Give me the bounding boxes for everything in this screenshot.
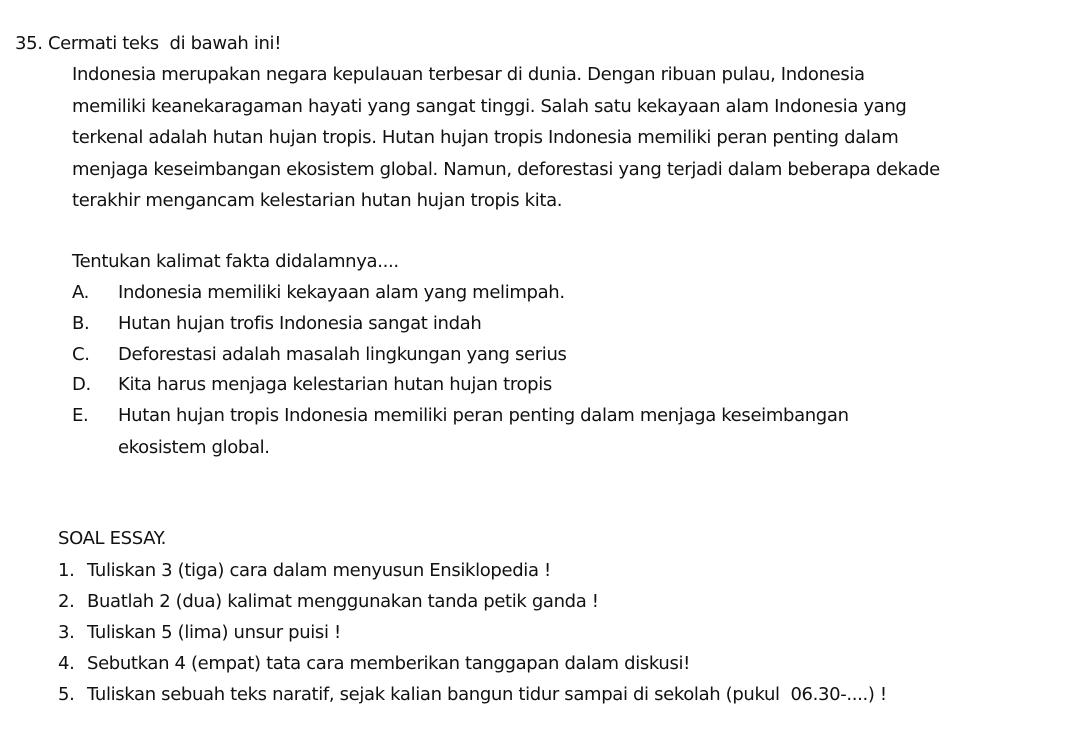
essay-item-text: Tuliskan sebuah teks naratif, sejak kalian bangun tidur sampai di sekolah (pukul 06.30-....) ! (87, 684, 887, 705)
option-letter: B. (72, 313, 90, 334)
essay-item-text: Buatlah 2 (dua) kalimat menggunakan tanda petik ganda ! (87, 591, 599, 612)
passage-line: menjaga keseimbangan ekosistem global. Namun, deforestasi yang terjadi dalam beberapa dekade (72, 159, 940, 180)
essay-item-number: 1. (58, 560, 75, 581)
essay-item-number: 3. (58, 622, 75, 643)
question-number: 35. (15, 33, 43, 54)
question-header (15, 33, 281, 55)
passage-line: memiliki keanekaragaman hayati yang sangat tinggi. Salah satu kekayaan alam Indonesia yang (72, 96, 907, 117)
passage-line: terakhir mengancam kelestarian hutan hujan tropis kita. (72, 190, 563, 211)
essay-item-text: Tuliskan 3 (tiga) cara dalam menyusun Ensiklopedia ! (87, 560, 551, 581)
option-letter: C. (72, 344, 90, 365)
passage-line: Indonesia merupakan negara kepulauan terbesar di dunia. Dengan ribuan pulau, Indonesia (72, 64, 865, 85)
option-text: Hutan hujan trofis Indonesia sangat indah (118, 313, 482, 334)
essay-item-text: Tuliskan 5 (lima) unsur puisi ! (87, 622, 341, 643)
essay-heading: SOAL ESSAY. (58, 528, 167, 549)
essay-item-number: 4. (58, 653, 75, 674)
essay-item-number: 2. (58, 591, 75, 612)
essay-item-number: 5. (58, 684, 75, 705)
option-letter: D. (72, 374, 91, 395)
option-text: Deforestasi adalah masalah lingkungan yang serius (118, 344, 567, 365)
option-text-continued: ekosistem global. (118, 437, 270, 458)
question-instruction: Cermati teks di bawah ini! (47, 33, 282, 54)
passage-line: terkenal adalah hutan hujan tropis. Hutan hujan tropis Indonesia memiliki peran penting dalam (72, 127, 899, 148)
option-letter: E. (72, 405, 89, 426)
option-text: Indonesia memiliki kekayaan alam yang melimpah. (118, 282, 565, 303)
option-letter: A. (72, 282, 90, 303)
essay-item-text: Sebutkan 4 (empat) tata cara memberikan tanggapan dalam diskusi! (87, 653, 690, 674)
question-prompt: Tentukan kalimat fakta didalamnya.... (72, 251, 399, 272)
option-text: Kita harus menjaga kelestarian hutan hujan tropis (118, 374, 552, 395)
option-text: Hutan hujan tropis Indonesia memiliki peran penting dalam menjaga keseimbangan (118, 405, 849, 426)
